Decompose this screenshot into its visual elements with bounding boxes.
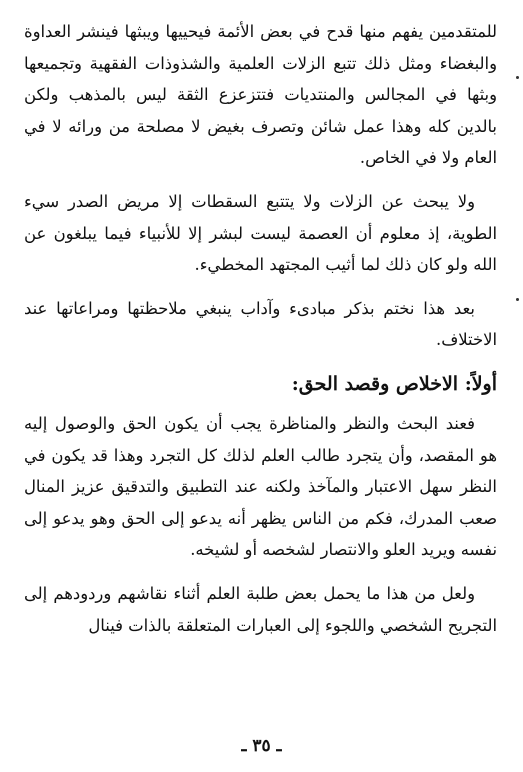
page-body [24, 16, 497, 641]
edge-dot [516, 298, 519, 301]
paragraph-4: فعند البحث والنظر والمناظرة يجب أن يكون الحق والوصول إليه هو المقصد، وأن يتجرد طالب العلم لذلك كل التجرد وهذا قد يكون في النظر سهل الاعتبار والمآخذ ولكنه عند التطبيق والتدقيق عزيز المنال صعب المدرك، فكم من الناس يظهر أنه يدعو إلى الحق وهو يدعو إلى نفسه ويريد العلو والانتصار لشخصه أو لشيخه. [24, 413, 497, 560]
paragraph-3: بعد هذا نختم بذكر مبادىء وآداب ينبغي ملاحظتها ومراعاتها عند الاختلاف. [24, 298, 497, 350]
paragraph-5: ولعل من هذا ما يحمل بعض طلبة العلم أثناء نقاشهم وردودهم إلى التجريح الشخصي واللجوء إلى العبارات المتعلقة بالذات فينال [24, 583, 497, 635]
section-heading: أولاً: الاخلاص وقصد الحق: [291, 372, 497, 395]
paragraph-1: للمتقدمين يفهم منها قدح في بعض الأئمة فيحييها ويبثها فينشر العداوة والبغضاء ومثل ذلك تتبع الزلات العلمية والشذوذات الفقهية وتجميعها وبثها في المجالس والمنتديات فتتزعزع الثقة ليس بالمذهب ولكن بالدين كله وهذا عمل شائن وتصرف بغيض لا مصلحة من ورائه لا في العام ولا في الخاص. [24, 22, 497, 168]
page-number: ـ ٣٥ ـ [241, 736, 282, 756]
edge-dot [516, 76, 519, 79]
paragraph-2: ولا يبحث عن الزلات ولا يتتبع السقطات إلا مريض الصدر سيء الطوية، إذ معلوم أن العصمة ليست لبشر إلا للأنبياء فيما يبلغون عن الله ولو كان ذلك لما أثيب المجتهد المخطيء. [24, 191, 497, 275]
